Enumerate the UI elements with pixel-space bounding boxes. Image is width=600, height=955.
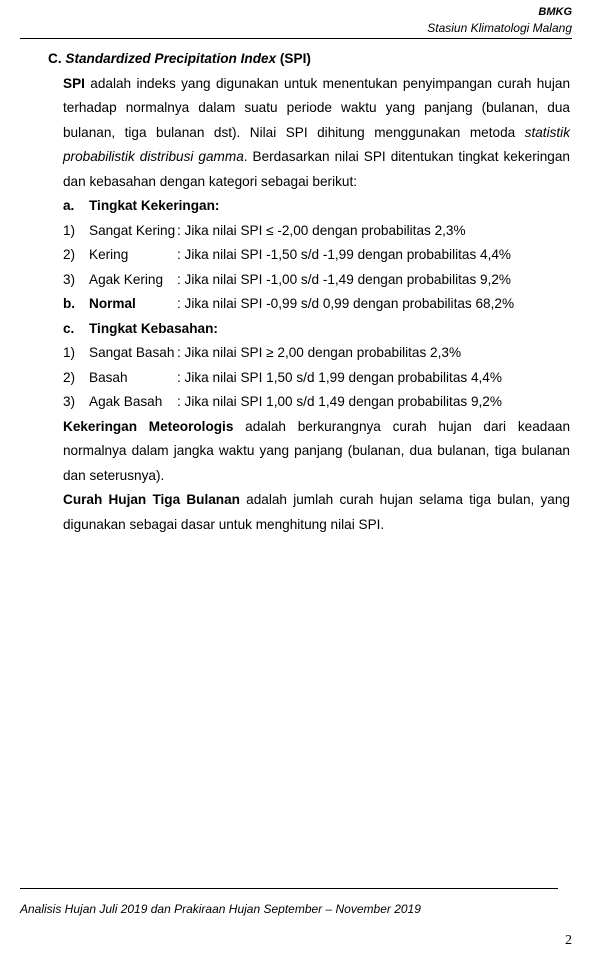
list-item xyxy=(63,341,570,366)
header-station: Stasiun Klimatologi Malang xyxy=(427,21,572,35)
section-title-italic: Standardized Precipitation Index xyxy=(65,51,277,66)
list-item xyxy=(63,366,570,391)
footer-text: Analisis Hujan Juli 2019 dan Prakiraan Hujan September – November 2019 xyxy=(20,902,421,916)
intro-text-2: . Berdasarkan nilai SPI ditentukan tingkat kekeringan dan kebasahan dengan kategori sebagai berikut: xyxy=(63,149,570,189)
item-label: Sangat Basah xyxy=(89,345,175,360)
item-number: 1) xyxy=(63,345,76,360)
item-label: Agak Basah xyxy=(89,394,163,409)
meteo-term: Kekeringan Meteorologis xyxy=(63,418,234,434)
section-letter: C. xyxy=(48,51,62,66)
drought-marker: a. xyxy=(63,198,75,213)
wet-heading-label: Tingkat Kebasahan: xyxy=(89,320,218,336)
item-label: Kering xyxy=(89,247,129,262)
item-desc: : Jika nilai SPI ≤ -2,00 dengan probabilitas 2,3% xyxy=(177,222,466,238)
item-number: 2) xyxy=(63,247,76,262)
wet-heading xyxy=(63,317,570,342)
list-item xyxy=(63,243,570,268)
item-number: 2) xyxy=(63,369,76,385)
page-number: 2 xyxy=(565,933,572,948)
footer-rule xyxy=(20,888,558,889)
item-label: Agak Kering xyxy=(89,271,164,287)
threemonth-text: adalah jumlah curah hujan selama tiga bulan, yang digunakan sebagai dasar untuk menghitung nilai SPI. xyxy=(63,492,570,532)
normal-row xyxy=(63,292,570,317)
list-item xyxy=(63,390,570,415)
intro-paragraph xyxy=(63,72,570,195)
list-item xyxy=(63,219,570,244)
wet-marker: c. xyxy=(63,320,75,336)
item-number: 3) xyxy=(63,271,76,287)
item-desc: : Jika nilai SPI 1,50 s/d 1,99 dengan probabilitas 4,4% xyxy=(177,369,502,385)
intro-text-1: adalah indeks yang digunakan untuk menentukan penyimpangan curah hujan terhadap normalnya dalam suatu periode waktu yang panjang (bulanan, dua bulanan, tiga bulanan dst). Nilai SPI dihitung menggunakan metoda xyxy=(63,75,570,140)
main-content xyxy=(48,47,570,537)
list-item xyxy=(63,268,570,293)
drought-heading-label: Tingkat Kekeringan: xyxy=(89,198,220,213)
meteo-paragraph xyxy=(63,415,570,489)
item-label: Basah xyxy=(89,369,128,385)
item-desc: : Jika nilai SPI -1,50 s/d -1,99 dengan probabilitas 4,4% xyxy=(177,247,512,262)
section-title-suffix: (SPI) xyxy=(279,51,311,66)
normal-desc: : Jika nilai SPI -0,99 s/d 0,99 dengan probabilitas 68,2% xyxy=(177,296,515,311)
normal-marker: b. xyxy=(63,296,76,311)
header-org: BMKG xyxy=(538,6,572,18)
threemonth-term: Curah Hujan Tiga Bulanan xyxy=(63,492,240,507)
item-label: Sangat Kering xyxy=(89,222,176,238)
intro-italic: statistik probabilistik distribusi gamma xyxy=(63,124,570,164)
threemonth-paragraph xyxy=(63,488,570,537)
meteo-text: adalah berkurangnya curah hujan dari keadaan normalnya dalam jangka waktu yang panjang (bulanan, dua bulanan, tiga bulanan dan seterusnya). xyxy=(63,418,570,483)
item-number: 3) xyxy=(63,394,76,409)
item-desc: : Jika nilai SPI -1,00 s/d -1,49 dengan probabilitas 9,2% xyxy=(177,271,512,287)
item-number: 1) xyxy=(63,222,76,238)
normal-label: Normal xyxy=(89,296,136,311)
drought-heading xyxy=(63,194,570,219)
header-rule xyxy=(20,38,572,39)
intro-term: SPI xyxy=(63,75,85,91)
section-title xyxy=(48,47,570,72)
item-desc: : Jika nilai SPI ≥ 2,00 dengan probabilitas 2,3% xyxy=(177,345,462,360)
item-desc: : Jika nilai SPI 1,00 s/d 1,49 dengan probabilitas 9,2% xyxy=(177,394,502,409)
